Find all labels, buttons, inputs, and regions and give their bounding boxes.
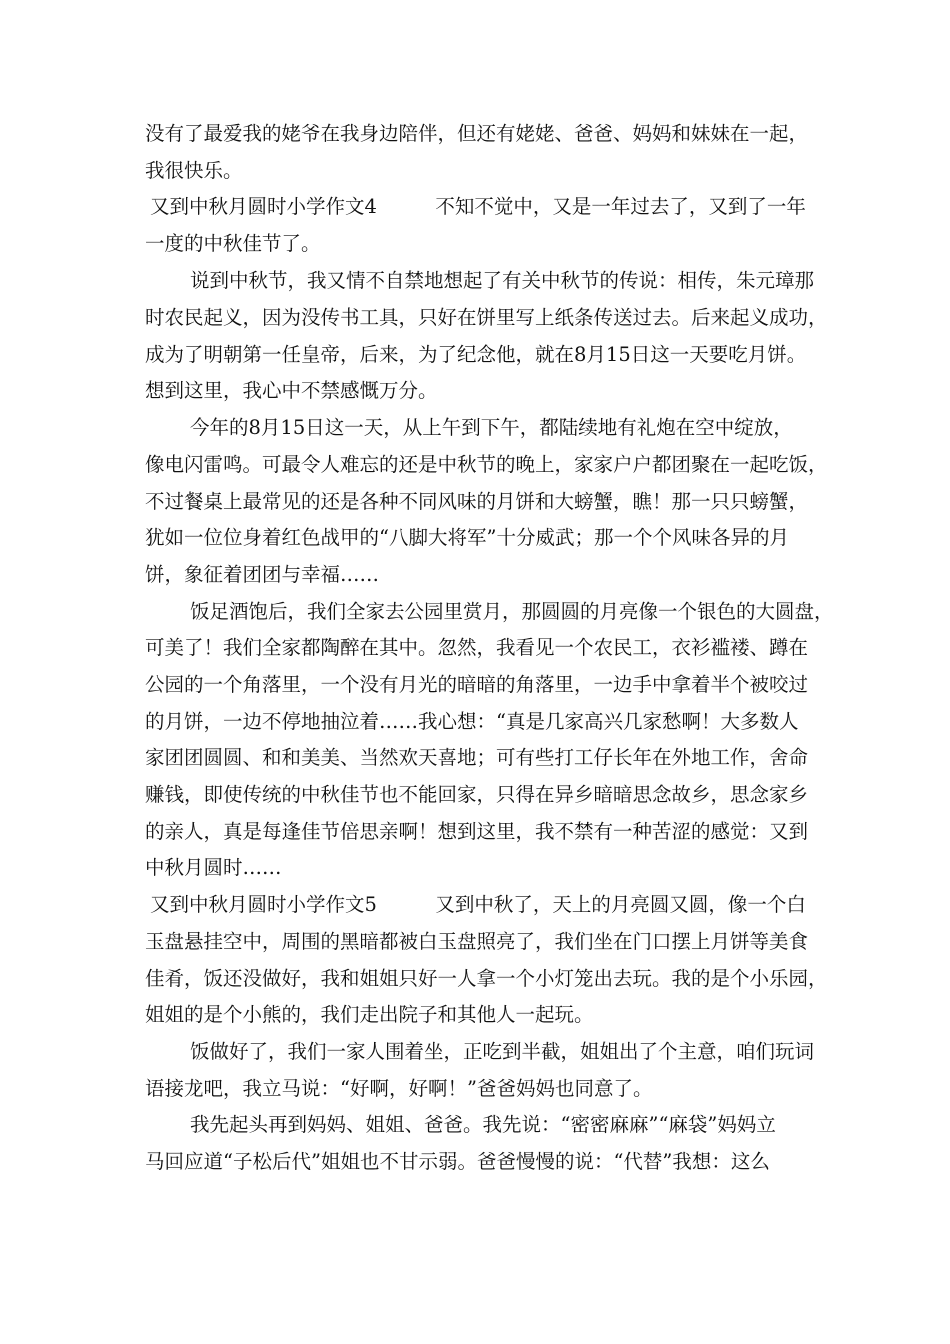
- text-line: 又到中秋月圆时小学作文4 不知不觉中，又是一年过去了，又到了一年: [150, 195, 806, 218]
- text-line: 公园的一个角落里，一个没有月光的暗暗的角落里，一边手中拿着半个被咬过: [145, 673, 809, 696]
- text-line: 我先起头再到妈妈、姐姐、爸爸。我先说：“密密麻麻”“麻袋”妈妈立: [190, 1113, 776, 1136]
- text-line: 赚钱，即使传统的中秋佳节也不能回家，只得在异乡暗暗思念故乡，思念家乡: [145, 783, 809, 806]
- text-line: 今年的8月15日这一天，从上午到下午，都陆续地有礼炮在空中绽放，: [190, 416, 793, 439]
- text-line: 家团团圆圆、和和美美、当然欢天喜地；可有些打工仔长年在外地工作，舍命: [145, 746, 809, 769]
- text-line: 没有了最爱我的姥爷在我身边陪伴，但还有姥姥、爸爸、妈妈和妹妹在一起，: [145, 122, 809, 145]
- text-line: 佳肴，饭还没做好，我和姐姐只好一人拿一个小灯笼出去玩。我的是个小乐园，: [145, 967, 828, 990]
- text-line: 马回应道“子松后代”姐姐也不甘示弱。爸爸慢慢的说：“代替”我想：这么: [145, 1150, 770, 1173]
- text-line: 一度的中秋佳节了。: [145, 232, 321, 255]
- text-line: 像电闪雷鸣。可最令人难忘的还是中秋节的晚上，家家户户都团聚在一起吃饭，: [145, 453, 828, 476]
- text-line: 的亲人，真是每逢佳节倍思亲啊！想到这里，我不禁有一种苦涩的感觉：又到: [145, 820, 809, 843]
- text-line: 时农民起义，因为没传书工具，只好在饼里写上纸条传送过去。后来起义成功，: [145, 306, 828, 329]
- text-line: 语接龙吧，我立马说：“好啊，好啊！”爸爸妈妈也同意了。: [145, 1077, 653, 1100]
- text-line: 想到这里，我心中不禁感慨万分。: [145, 379, 438, 402]
- text-line: 姐姐的是个小熊的，我们走出院子和其他人一起玩。: [145, 1003, 594, 1026]
- text-line: 可美了！我们全家都陶醉在其中。忽然，我看见一个农民工，衣衫褴褛、蹲在: [145, 636, 809, 659]
- text-line: 玉盘悬挂空中，周围的黑暗都被白玉盘照亮了，我们坐在门口摆上月饼等美食: [145, 930, 809, 953]
- text-line: 中秋月圆时……: [145, 856, 282, 879]
- text-line: 饭做好了，我们一家人围着坐，正吃到半截，姐姐出了个主意，咱们玩词: [190, 1040, 815, 1063]
- text-line: 我很快乐。: [145, 159, 243, 182]
- text-line: 饭足酒饱后，我们全家去公园里赏月，那圆圆的月亮像一个银色的大圆盘，: [190, 600, 834, 623]
- text-line: 犹如一位位身着红色战甲的“八脚大将军”十分威武；那一个个风味各异的月: [145, 526, 789, 549]
- text-line: 饼，象征着团团与幸福……: [145, 563, 380, 586]
- text-line: 不过餐桌上最常见的还是各种不同风味的月饼和大螃蟹，瞧！那一只只螃蟹，: [145, 490, 809, 513]
- text-line: 又到中秋月圆时小学作文5 又到中秋了，天上的月亮圆又圆，像一个白: [150, 893, 806, 916]
- text-line: 成为了明朝第一任皇帝，后来，为了纪念他，就在8月15日这一天要吃月饼。: [145, 343, 807, 366]
- text-line: 的月饼，一边不停地抽泣着……我心想：“真是几家高兴几家愁啊！大多数人: [145, 710, 799, 733]
- text-line: 说到中秋节，我又情不自禁地想起了有关中秋节的传说：相传，朱元璋那: [190, 269, 815, 292]
